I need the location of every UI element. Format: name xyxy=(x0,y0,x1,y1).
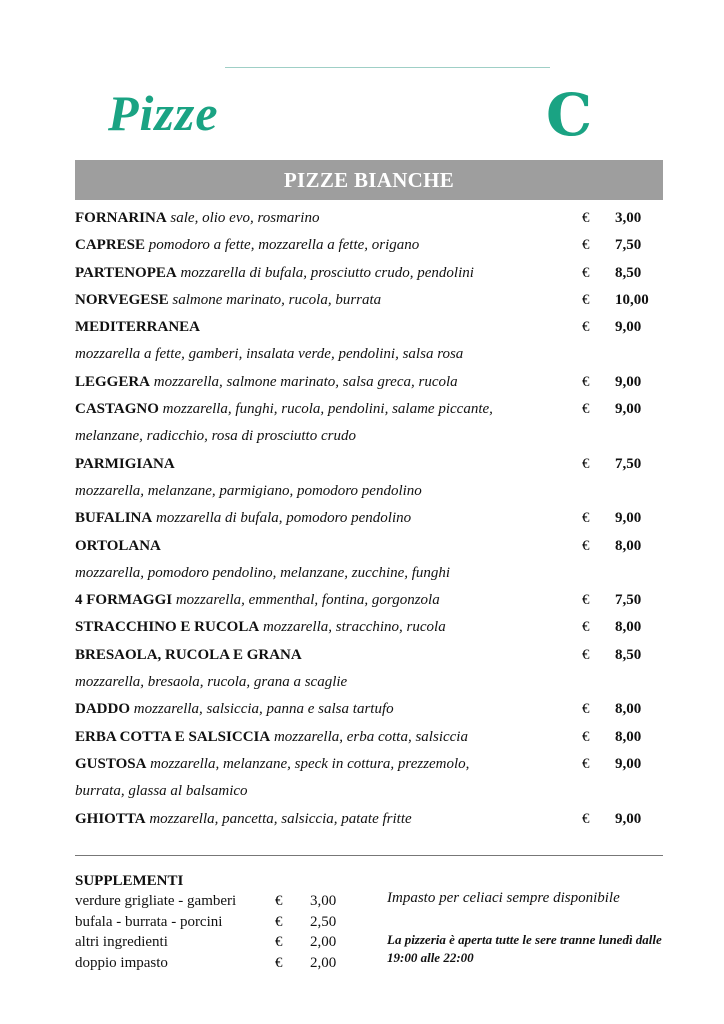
menu-item xyxy=(75,806,675,833)
currency-symbol: € xyxy=(582,510,590,527)
menu-item xyxy=(75,696,675,723)
item-description: salmone marinato, rucola, burrata xyxy=(172,291,382,308)
bottom-divider xyxy=(75,855,663,856)
menu-item xyxy=(75,587,675,614)
menu-item xyxy=(75,478,675,505)
currency-symbol: € xyxy=(582,728,590,745)
item-name: FORNARINA xyxy=(75,210,167,226)
item-description: melanzane, radicchio, rosa di prosciutto crudo xyxy=(75,428,356,445)
menu-item xyxy=(75,614,675,641)
supplement-row xyxy=(75,912,365,933)
menu-item xyxy=(75,505,675,532)
menu-item xyxy=(75,341,675,368)
supplement-price: 3,00 xyxy=(310,893,337,909)
menu-item xyxy=(75,396,675,423)
item-name: ORTOLANA xyxy=(75,537,161,554)
menu-item xyxy=(75,778,675,805)
supplement-row xyxy=(75,932,365,953)
item-name: DADDO xyxy=(75,701,130,718)
supplements-title: SUPPLEMENTI xyxy=(75,873,184,889)
item-description: mozzarella, pancetta, salsiccia, patate fritte xyxy=(149,810,412,827)
menu-item xyxy=(75,642,675,669)
item-name: BRESAOLA, RUCOLA E GRANA xyxy=(75,646,302,663)
logo-icon xyxy=(546,81,593,149)
gluten-free-note: Impasto per celiaci sempre disponibile xyxy=(387,890,620,906)
item-price: 9,00 xyxy=(615,319,642,336)
supplement-row xyxy=(75,891,365,912)
item-name: GHIOTTA xyxy=(75,810,146,827)
item-description: mozzarella, salmone marinato, salsa greca, rucola xyxy=(153,373,458,390)
opening-hours-note: La pizzeria è aperta tutte le sere tranne lunedì dalle 19:00 alle 22:00 xyxy=(387,932,662,965)
supplement-label: bufala - burrata - porcini xyxy=(75,913,223,930)
item-name: MEDITERRANEA xyxy=(75,319,201,336)
item-description: mozzarella, bresaola, rucola, grana a scaglie xyxy=(75,674,348,691)
menu-item xyxy=(75,724,675,751)
supplement-price: 2,50 xyxy=(310,913,337,930)
item-description: mozzarella a fette, gamberi, insalata verde, pendolini, salsa rosa xyxy=(75,346,464,363)
item-price: 7,50 xyxy=(615,592,642,609)
supplement-price: 2,00 xyxy=(310,954,337,971)
menu-item xyxy=(75,260,675,287)
currency-symbol: € xyxy=(582,619,590,636)
item-price: 9,00 xyxy=(615,755,642,772)
supplement-row xyxy=(75,953,365,974)
item-name: GUSTOSA xyxy=(75,755,147,772)
item-price: 8,00 xyxy=(615,728,642,745)
menu-item xyxy=(75,423,675,450)
item-price: 9,00 xyxy=(615,401,642,418)
currency-symbol: € xyxy=(582,810,590,827)
currency-symbol: € xyxy=(582,592,590,609)
item-name: CASTAGNO xyxy=(75,401,159,418)
item-price: 7,50 xyxy=(615,237,642,254)
item-description: mozzarella, stracchino, rucola xyxy=(262,619,446,636)
item-description: pomodoro a fette, mozzarella a fette, origano xyxy=(148,237,420,254)
currency-symbol: € xyxy=(275,893,283,909)
item-description: mozzarella di bufala, prosciutto crudo, pendolini xyxy=(180,264,474,281)
currency-symbol: € xyxy=(582,537,590,554)
menu-item xyxy=(75,751,675,778)
menu-item xyxy=(75,287,675,314)
currency-symbol: € xyxy=(582,319,590,336)
item-price: 8,50 xyxy=(615,646,642,663)
menu-item xyxy=(75,314,675,341)
currency-symbol: € xyxy=(275,934,283,950)
currency-symbol: € xyxy=(582,646,590,663)
menu-item xyxy=(75,369,675,396)
menu-item xyxy=(75,533,675,560)
item-price: 9,00 xyxy=(615,373,642,390)
top-divider xyxy=(225,67,550,68)
currency-symbol: € xyxy=(275,913,283,930)
item-description: mozzarella, emmenthal, fontina, gorgonzola xyxy=(175,592,440,609)
supplement-price: 2,00 xyxy=(310,934,337,950)
item-description: mozzarella, funghi, rucola, pendolini, salame piccante, xyxy=(162,401,493,418)
currency-symbol: € xyxy=(275,954,283,971)
item-name: 4 FORMAGGI xyxy=(75,592,173,609)
supplement-label: altri ingredienti xyxy=(75,934,168,950)
item-price: 8,00 xyxy=(615,537,642,554)
logo-letter: C xyxy=(546,81,593,149)
item-name: BUFALINA xyxy=(75,510,153,527)
item-description: mozzarella, erba cotta, salsiccia xyxy=(273,728,468,745)
item-description: mozzarella, melanzane, speck in cottura, prezzemolo, xyxy=(150,755,470,772)
currency-symbol: € xyxy=(582,755,590,772)
item-description: mozzarella, pomodoro pendolino, melanzane, zucchine, funghi xyxy=(75,564,451,581)
item-name: ERBA COTTA E SALSICCIA xyxy=(75,728,271,745)
section-header: PIZZE BIANCHE xyxy=(75,160,663,200)
currency-symbol: € xyxy=(582,210,590,226)
supplement-label: verdure grigliate - gamberi xyxy=(75,893,237,909)
menu-list xyxy=(75,205,675,833)
currency-symbol: € xyxy=(582,291,590,308)
currency-symbol: € xyxy=(582,373,590,390)
item-name: CAPRESE xyxy=(75,237,146,254)
item-description: burrata, glassa al balsamico xyxy=(75,783,248,800)
item-price: 3,00 xyxy=(615,210,642,226)
item-price: 8,50 xyxy=(615,264,642,281)
menu-item xyxy=(75,669,675,696)
currency-symbol: € xyxy=(582,264,590,281)
item-price: 10,00 xyxy=(615,291,649,308)
currency-symbol: € xyxy=(582,401,590,418)
item-description: mozzarella di bufala, pomodoro pendolino xyxy=(155,510,412,527)
supplements-list xyxy=(75,891,365,973)
item-price: 8,00 xyxy=(615,619,642,636)
item-price: 9,00 xyxy=(615,810,642,827)
item-description: mozzarella, salsiccia, panna e salsa tartufo xyxy=(133,701,394,718)
menu-item xyxy=(75,560,675,587)
item-name: PARTENOPEA xyxy=(75,264,177,281)
currency-symbol: € xyxy=(582,455,590,472)
item-name: PARMIGIANA xyxy=(75,455,175,472)
menu-item xyxy=(75,451,675,478)
item-name: NORVEGESE xyxy=(75,291,169,308)
item-price: 7,50 xyxy=(615,455,642,472)
menu-item xyxy=(75,205,675,232)
item-description: sale, olio evo, rosmarino xyxy=(170,210,320,226)
page-title: Pizze xyxy=(108,85,219,141)
supplement-label: doppio impasto xyxy=(75,954,168,971)
item-name: LEGGERA xyxy=(75,373,151,390)
supplements-section xyxy=(75,871,365,973)
currency-symbol: € xyxy=(582,701,590,718)
item-price: 9,00 xyxy=(615,510,642,527)
item-name: STRACCHINO E RUCOLA xyxy=(75,619,260,636)
item-price: 8,00 xyxy=(615,701,642,718)
item-description: mozzarella, melanzane, parmigiano, pomodoro pendolino xyxy=(75,482,422,499)
currency-symbol: € xyxy=(582,237,590,254)
menu-item xyxy=(75,232,675,259)
